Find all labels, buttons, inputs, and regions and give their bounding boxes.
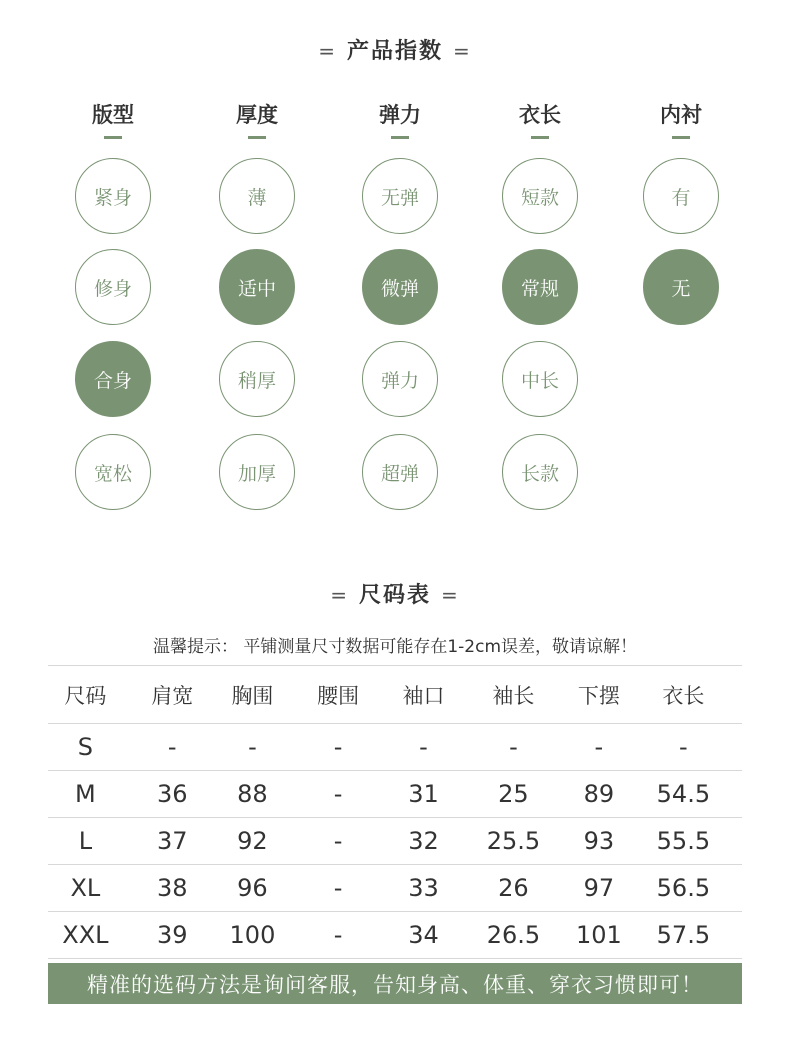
size-table-cell: - [283, 865, 393, 912]
size-table-cell: - [393, 724, 454, 771]
title-decoration-left: = [330, 583, 349, 607]
size-table-cell: 38 [123, 865, 222, 912]
size-table-header-cell: 下摆 [573, 666, 625, 724]
size-table-cell: - [283, 912, 393, 959]
index-option: 超弹 [362, 434, 438, 510]
index-option: 紧身 [75, 158, 151, 234]
size-table-header-cell: 袖口 [393, 666, 454, 724]
sizing-advice-banner: 精准的选码方法是询问客服，告知身高、体重、穿衣习惯即可！ [48, 963, 742, 1004]
size-table-header-cell: 腰围 [283, 666, 393, 724]
index-column-3 [485, 100, 595, 139]
size-table-cell: - [222, 724, 283, 771]
size-table-title-text: 尺码表 [358, 583, 431, 608]
size-table-cell: - [283, 724, 393, 771]
index-option: 宽松 [75, 434, 151, 510]
size-table-cell: 93 [573, 818, 625, 865]
size-table-header-cell: 袖长 [454, 666, 573, 724]
index-option: 修身 [75, 249, 151, 325]
index-option: 有 [643, 158, 719, 234]
index-column-header: 版型 [92, 103, 134, 127]
index-column-underline [104, 136, 122, 139]
size-table-cell: - [625, 724, 742, 771]
size-table-cell: 25.5 [454, 818, 573, 865]
size-table-cell: XL [48, 865, 123, 912]
size-table-cell: 88 [222, 771, 283, 818]
size-table-cell: 96 [222, 865, 283, 912]
size-table-title [0, 578, 790, 609]
index-option-selected: 常规 [502, 249, 578, 325]
size-table-cell: 37 [123, 818, 222, 865]
size-table-cell: 26.5 [454, 912, 573, 959]
index-option-selected: 无 [643, 249, 719, 325]
index-column-header: 内衬 [660, 103, 702, 127]
size-table-cell: - [283, 818, 393, 865]
index-option: 薄 [219, 158, 295, 234]
index-option: 稍厚 [219, 341, 295, 417]
size-table-cell: 92 [222, 818, 283, 865]
size-table-cell: 39 [123, 912, 222, 959]
size-table-cell: 26 [454, 865, 573, 912]
index-option: 弹力 [362, 341, 438, 417]
size-table-body [48, 724, 742, 959]
index-option: 加厚 [219, 434, 295, 510]
measurement-tip: 温馨提示： 平铺测量尺寸数据可能存在1-2cm误差，敬请谅解！ [152, 637, 638, 657]
size-table-cell: 57.5 [625, 912, 742, 959]
index-column-header: 厚度 [236, 103, 278, 127]
size-table-cell: 97 [573, 865, 625, 912]
index-option: 短款 [502, 158, 578, 234]
size-table-cell: 101 [573, 912, 625, 959]
size-table-cell: 34 [393, 912, 454, 959]
size-table [48, 665, 742, 959]
size-table-cell: L [48, 818, 123, 865]
table-row [48, 912, 742, 959]
title-decoration-right: = [441, 583, 460, 607]
size-table-header-cell: 胸围 [222, 666, 283, 724]
table-row [48, 865, 742, 912]
size-table-cell: 54.5 [625, 771, 742, 818]
index-column-4 [626, 100, 736, 139]
table-row [48, 818, 742, 865]
size-table-cell: S [48, 724, 123, 771]
index-column-underline [531, 136, 549, 139]
index-option-selected: 微弹 [362, 249, 438, 325]
size-table-cell: 89 [573, 771, 625, 818]
index-column-header: 弹力 [379, 103, 421, 127]
size-table-cell: 32 [393, 818, 454, 865]
product-index-title-text: 产品指数 [346, 39, 443, 64]
size-table-header-row [48, 666, 742, 724]
size-table-cell: 31 [393, 771, 454, 818]
title-decoration-left: = [318, 39, 337, 63]
size-table-cell: 56.5 [625, 865, 742, 912]
table-row [48, 724, 742, 771]
index-option: 中长 [502, 341, 578, 417]
index-option: 长款 [502, 434, 578, 510]
table-row [48, 771, 742, 818]
index-column-header: 衣长 [519, 103, 561, 127]
size-table-cell: - [454, 724, 573, 771]
title-decoration-right: = [453, 39, 472, 63]
size-table-header-cell: 衣长 [625, 666, 742, 724]
size-table-cell: XXL [48, 912, 123, 959]
size-table-cell: - [123, 724, 222, 771]
size-table-cell: 33 [393, 865, 454, 912]
size-table-cell: - [573, 724, 625, 771]
index-column-0 [58, 100, 168, 139]
size-table-cell: 55.5 [625, 818, 742, 865]
index-column-1 [202, 100, 312, 139]
size-table-cell: 100 [222, 912, 283, 959]
index-column-underline [391, 136, 409, 139]
index-column-underline [248, 136, 266, 139]
size-table-header-cell: 尺码 [48, 666, 123, 724]
index-column-2 [345, 100, 455, 139]
index-option-selected: 适中 [219, 249, 295, 325]
index-column-underline [672, 136, 690, 139]
size-table-cell: M [48, 771, 123, 818]
index-option-selected: 合身 [75, 341, 151, 417]
size-table-cell: 25 [454, 771, 573, 818]
product-index-title [0, 34, 790, 65]
size-table-cell: - [283, 771, 393, 818]
index-option: 无弹 [362, 158, 438, 234]
size-table-cell: 36 [123, 771, 222, 818]
size-table-header-cell: 肩宽 [123, 666, 222, 724]
